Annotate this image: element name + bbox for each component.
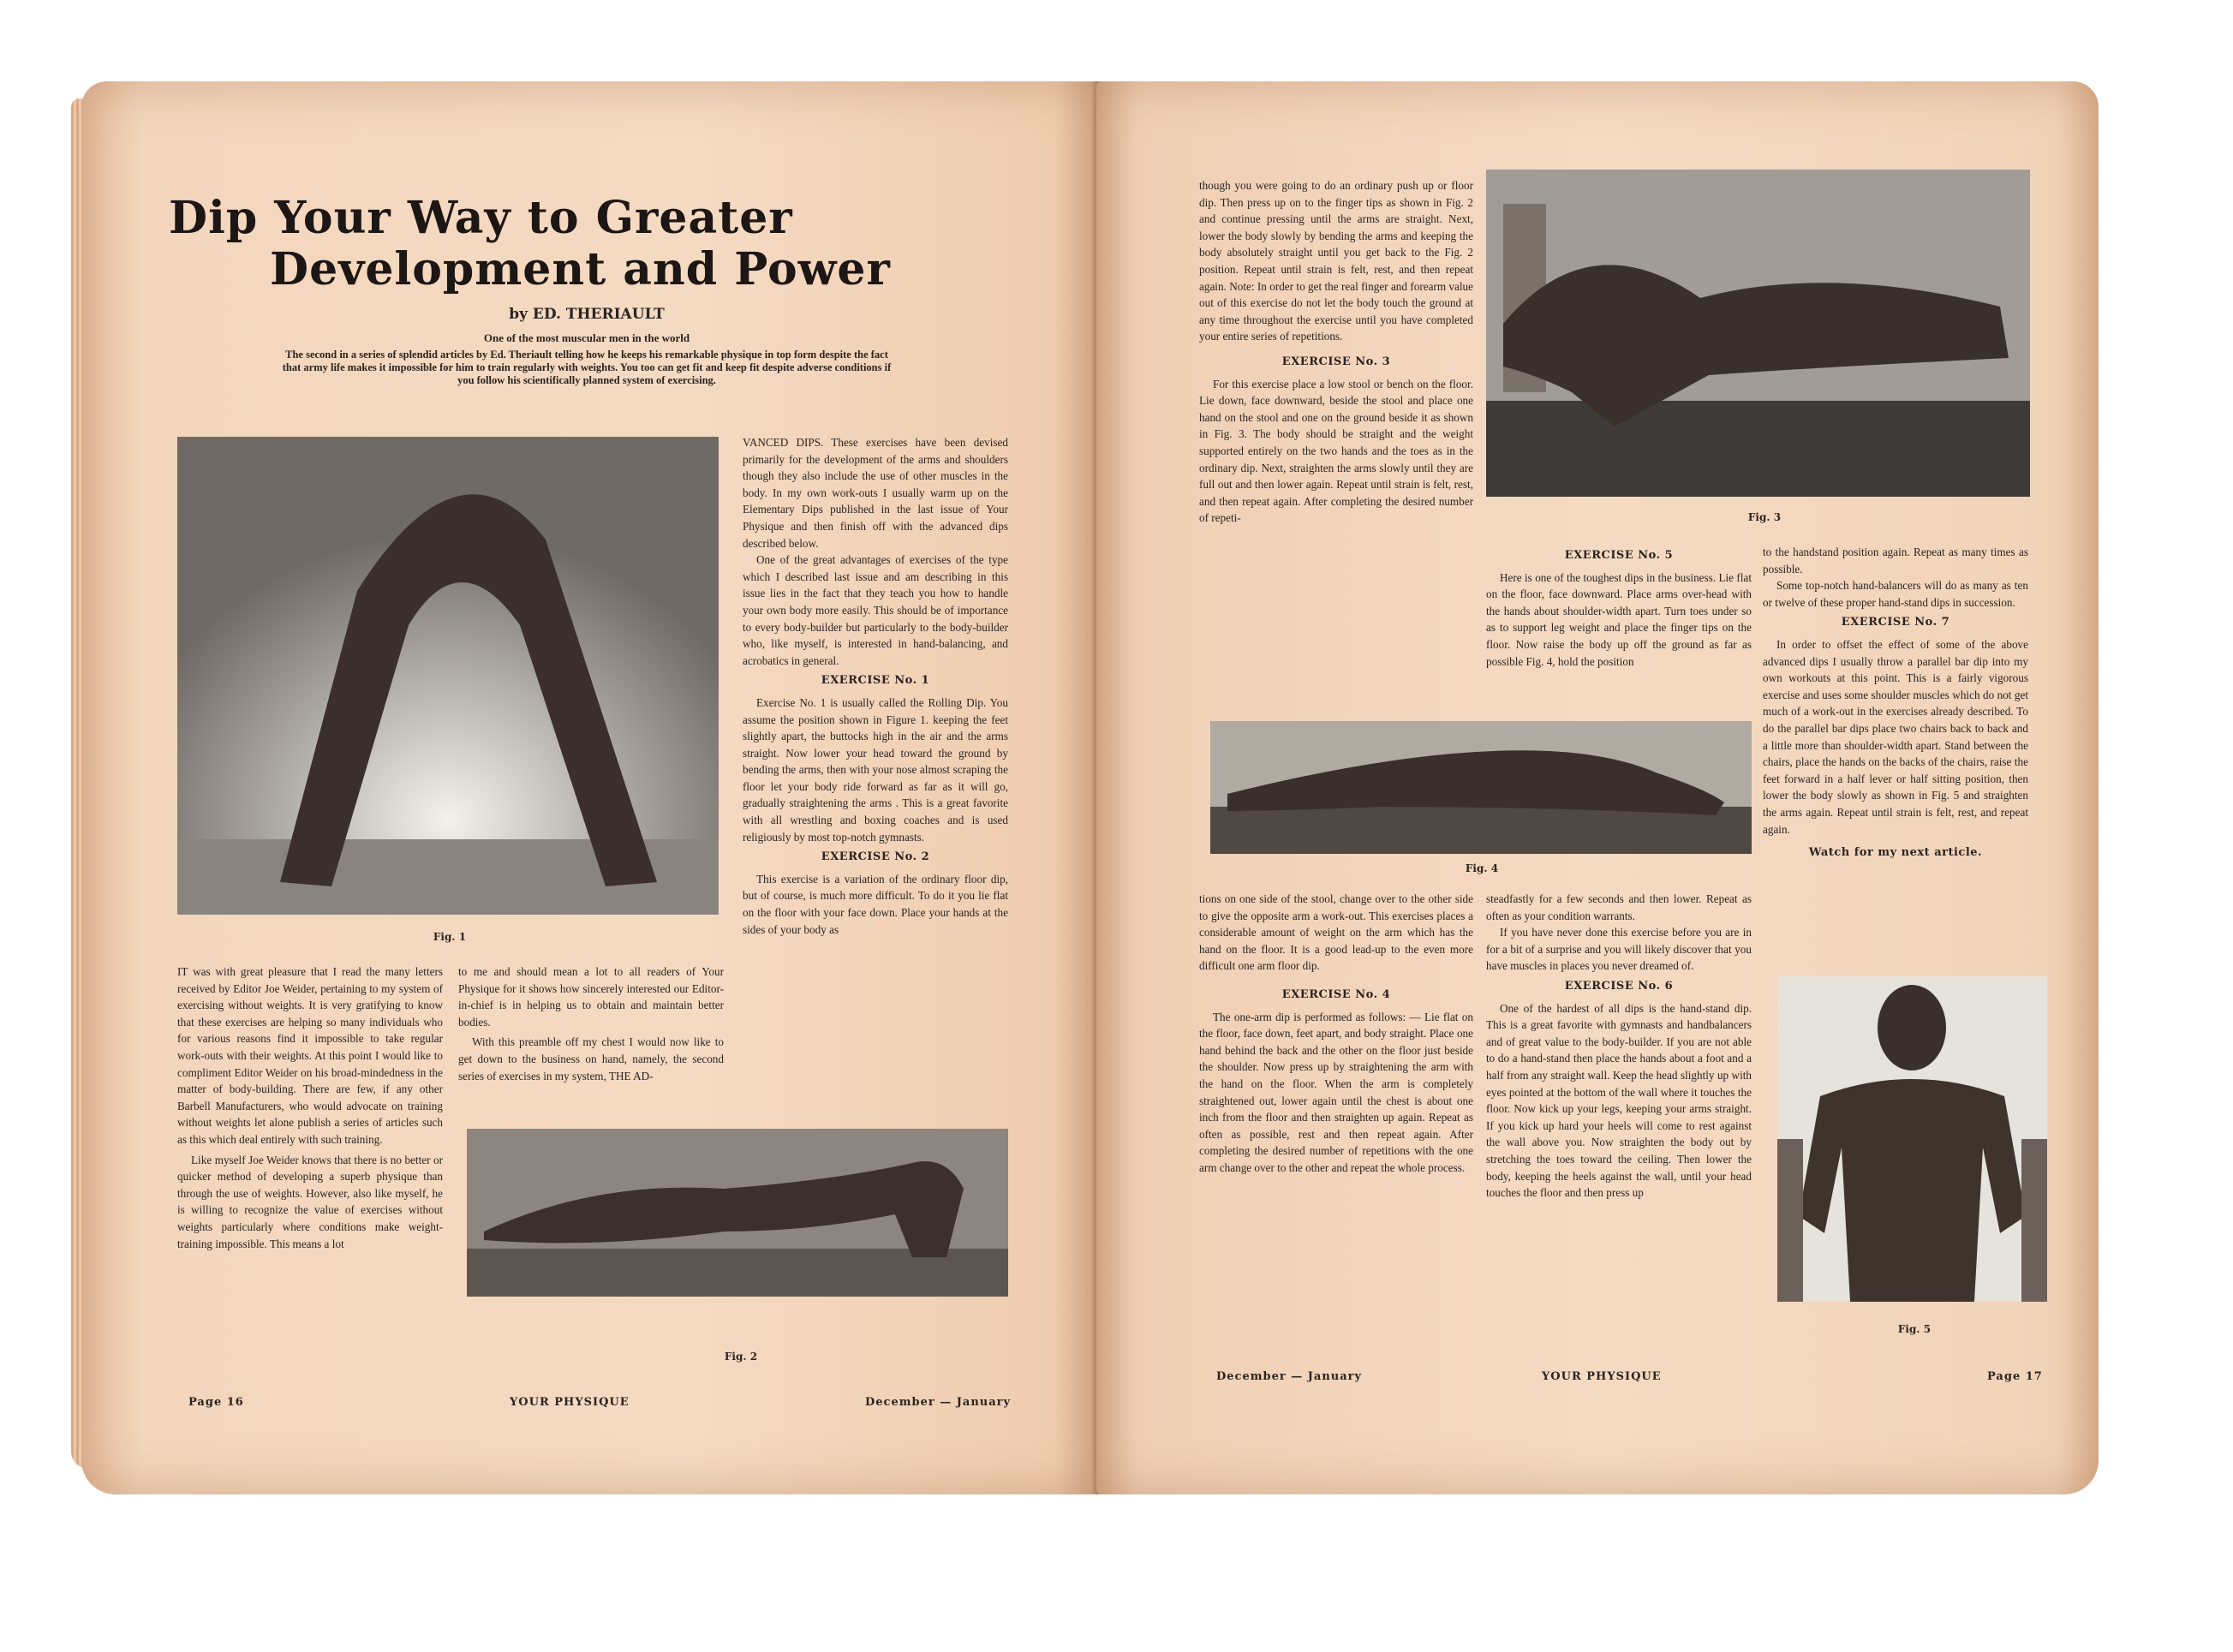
- exercise3-text: For this exercise place a low stool or bench on the floor. Lie down, face downward, beside the stool and place one hand on the stool and one on the ground beside it as shown in Fig. 3. The body should be straight and the weight supported entirely on the two hands and the toes as in the ordinary dip. Next, straighten the arms slowly until they are full out and then lower again. Repeat until strain is felt, rest, and then repeat again. After completing the desired number of repeti-: [1199, 377, 1473, 525]
- fig2-photo: [467, 1129, 1008, 1297]
- article-title-line1: Dip Your Way to Greater: [169, 192, 793, 244]
- fig5-caption: Fig. 5: [1897, 1323, 1931, 1335]
- right-footer-page: Page 17: [1987, 1370, 2043, 1383]
- magazine-spread: [81, 81, 2099, 1494]
- right-col1-top: [1199, 177, 1473, 527]
- left-col2-p2: With this preamble off my chest I would now like to get down to the business on hand, namely, the second series of exercises in my system, THE AD-: [458, 1035, 724, 1082]
- exercise6-heading: EXERCISE No. 6: [1564, 979, 1674, 993]
- fig3-photo: [1486, 170, 2030, 497]
- left-page: [81, 81, 1096, 1494]
- left-footer-magazine: YOUR PHYSIQUE: [510, 1396, 630, 1409]
- fig5-photo: [1777, 976, 2047, 1302]
- right-col1-top-text: though you were going to do an ordinary push up or floor dip. Then press up on to the finger tips as shown in Fig. 2 and continue pressing until the arms are straight. Next, lower the body slowly by bending the arms and keeping the body absolutely straight until you get back to the Fig. 2 position. Repeat until strain is felt, rest, and then repeat again. Note: In order to get the real finger and forearm value out of this exercise do not let the body touch the ground at any time throughout the exercise until you have completed your entire series of repetitions.: [1199, 179, 1473, 343]
- exercise7-text: In order to offset the effect of some of the above advanced dips I usually throw a parallel bar dip into my own workouts at this point. This is a fairly vigorous exercise and uses some shoulder muscles which do not get much of a work-out in the exercises already described. To do the parallel bar dips place two chairs back to back and a little more than shoulder-width apart. Stand between the chairs, place the hands on the backs of the chairs, raise the feet forward in a half lever or half sitting position, then lower the body slowly as shown in Fig. 5 and straighten the arms again. Repeat until strain is felt, rest, and repeat again.: [1763, 637, 2028, 836]
- watch-next-article: Watch for my next article.: [1808, 846, 1983, 860]
- intro-text: The second in a series of splendid articles by Ed. Theriault telling how he keeps his remarkable physique in top form despite the fact that army life makes it impossible for him to train regularly with weights. You too can get fit and keep fit despite adverse conditions if you follow his scientifically planned system of exercising.: [282, 349, 892, 386]
- exercise4-heading: EXERCISE No. 4: [1281, 987, 1391, 1001]
- right-col3-p2: Some top-notch hand-balancers will do as many as ten or twelve of these proper hand-stand dips in succession.: [1763, 579, 2028, 609]
- article-title-line2: Development and Power: [270, 243, 891, 295]
- exercise7-heading: EXERCISE No. 7: [1841, 616, 1950, 629]
- fig1-caption: Fig. 1: [433, 931, 467, 943]
- exercise4-text: The one-arm dip is performed as follows: — Lie flat on the floor, face down, feet apart, and body straight. Place one hand behind the back and the other on the floor just beside the shoulder. Now press up by straightening the arm with the hand on the floor. When the arm is completely straightened out, lower again until the chest is about one inch from the floor and then straighten up again. Repeat as often as possible, rest and then repeat again. After completing the desired number of repetitions with the one arm change over to the other and repeat the whole process.: [1199, 1010, 1473, 1174]
- exercise2-heading: EXERCISE No. 2: [821, 850, 930, 864]
- tagline: One of the most muscular men in the world: [483, 331, 690, 344]
- exercise1-heading: EXERCISE No. 1: [821, 674, 930, 688]
- fig4-caption: Fig. 4: [1465, 862, 1499, 874]
- byline: by ED. THERIAULT: [509, 306, 665, 323]
- right-col2-bottom: [1486, 891, 1752, 1202]
- fig3-caption: Fig. 3: [1747, 511, 1782, 523]
- left-col1: [177, 963, 443, 1252]
- right-col3: [1763, 544, 2028, 867]
- right-footer-magazine: YOUR PHYSIQUE: [1542, 1370, 1662, 1383]
- left-col1-p1: IT was with great pleasure that I read the many letters received by Editor Joe Weider, pertaining to my system of exercising without weights. It is very gratifying to know that these exercises are helping so many individuals who for various reasons find it impossible to take regular work-outs with their weights. At this point I would like to compliment Editor Weider on his broad-mindedness in the matter of body-building. There are few, if any other Barbell Manufacturers, who would advocate on training without weights let alone publish a series of articles such as this which deal entirely with such training.: [177, 965, 443, 1146]
- left-col3-p2: One of the great advantages of exercises of the type which I described last issue and am describing in this issue lies in the fact that they teach you how to handle your own body more easily. This should be of importance to every body-builder but particularly to the body-builder who, like myself, is interested in hand-balancing, and acrobatics in general.: [743, 553, 1008, 667]
- right-col2-bottom-p2: If you have never done this exercise before you are in for a bit of a surprise and you will likely discover that you have muscles in places you never dreamed of.: [1486, 926, 1752, 973]
- exercise1-text: Exercise No. 1 is usually called the Rolling Dip. You assume the position shown in Figure 1. keeping the feet slightly apart, the buttocks high in the air and the arms straight. Now lower your head toward the ground by bending the arms, then with your nose almost scraping the floor let your body ride forward as far as it will go, gradually straightening the arms . This is a great favorite with all wrestling and boxing coaches and is used religiously by most top-notch gymnasts.: [743, 695, 1008, 844]
- left-footer-date: December — January: [865, 1396, 1012, 1409]
- fig2-caption: Fig. 2: [724, 1351, 758, 1363]
- exercise6-text: One of the hardest of all dips is the hand-stand dip. This is a great favorite with gymnasts and handbalancers and of great value to the body-builder. If you are not able to do a hand-stand then place the hands about a foot and a half from any straight wall. Keep the head slightly up with eyes pointed at the bottom of the wall where it touches the floor. Now kick up your legs, keeping your arms straight. If you kick up hard your heels will come to rest against the wall above you. Now straighten the body out by stretching the toes toward the ceiling. Then lower the body, keeping the heels against the wall, until your head touches the floor and then press up: [1486, 1001, 1752, 1200]
- left-col2-p1: to me and should mean a lot to all readers of Your Physique for it shows how sincerely interested our Editor-in-chief is in helping us to obtain and maintain better bodies.: [458, 965, 724, 1029]
- left-col2: [458, 963, 724, 1084]
- right-col2-bottom-p1: steadfastly for a few seconds and then lower. Repeat as often as your condition warrants.: [1486, 892, 1752, 922]
- left-col3: [743, 434, 1008, 938]
- exercise5-text: Here is one of the toughest dips in the business. Lie flat on the floor, face downward. Place arms over-head with the hands about shoulder-width apart. Turn toes under so as to support leg weight and place the finger tips on the floor. Now raise the body up off the ground as far as possible Fig. 4, hold the position: [1486, 570, 1752, 668]
- left-col1-p2: Like myself Joe Weider knows that there is no better or quicker method of developing a superb physique than through the use of weights. However, also like myself, he is willing to recognize the value of exercises without weights particularly where conditions make weight-training impossible. This means a lot: [177, 1153, 443, 1250]
- exercise5-heading: EXERCISE No. 5: [1564, 549, 1674, 562]
- right-col1-bottom: [1199, 891, 1473, 1177]
- right-page: [1096, 81, 2099, 1494]
- right-footer-date: December — January: [1216, 1370, 1363, 1383]
- fig4-photo: [1210, 721, 1752, 854]
- exercise2-text: This exercise is a variation of the ordinary floor dip, but of course, is much more difficult. To do it you lie flat on the floor with your face down. Place your hands at the sides of your body as: [743, 872, 1008, 936]
- fig1-photo: [177, 437, 719, 915]
- left-col3-p1: VANCED DIPS. These exercises have been devised primarily for the development of the arms and shoulders though they also include the use of other muscles in the body. In my own work-outs I usually warm up on the Elementary Dips published in the last issue of Your Physique and then finish off with the advanced dips described below.: [743, 436, 1008, 550]
- right-col3-top: to the handstand position again. Repeat as many times as possible.: [1763, 546, 2028, 576]
- exercise3-heading: EXERCISE No. 3: [1281, 355, 1391, 368]
- right-col2-mid: [1486, 544, 1752, 670]
- right-col1-bottom-text: tions on one side of the stool, change over to the other side to give the opposite arm a work-out. This exercises places a considerable amount of weight on the arm which has the hand on the floor. It is a good lead-up to the even more difficult one arm floor dip.: [1199, 892, 1473, 973]
- left-footer-page: Page 16: [188, 1396, 244, 1409]
